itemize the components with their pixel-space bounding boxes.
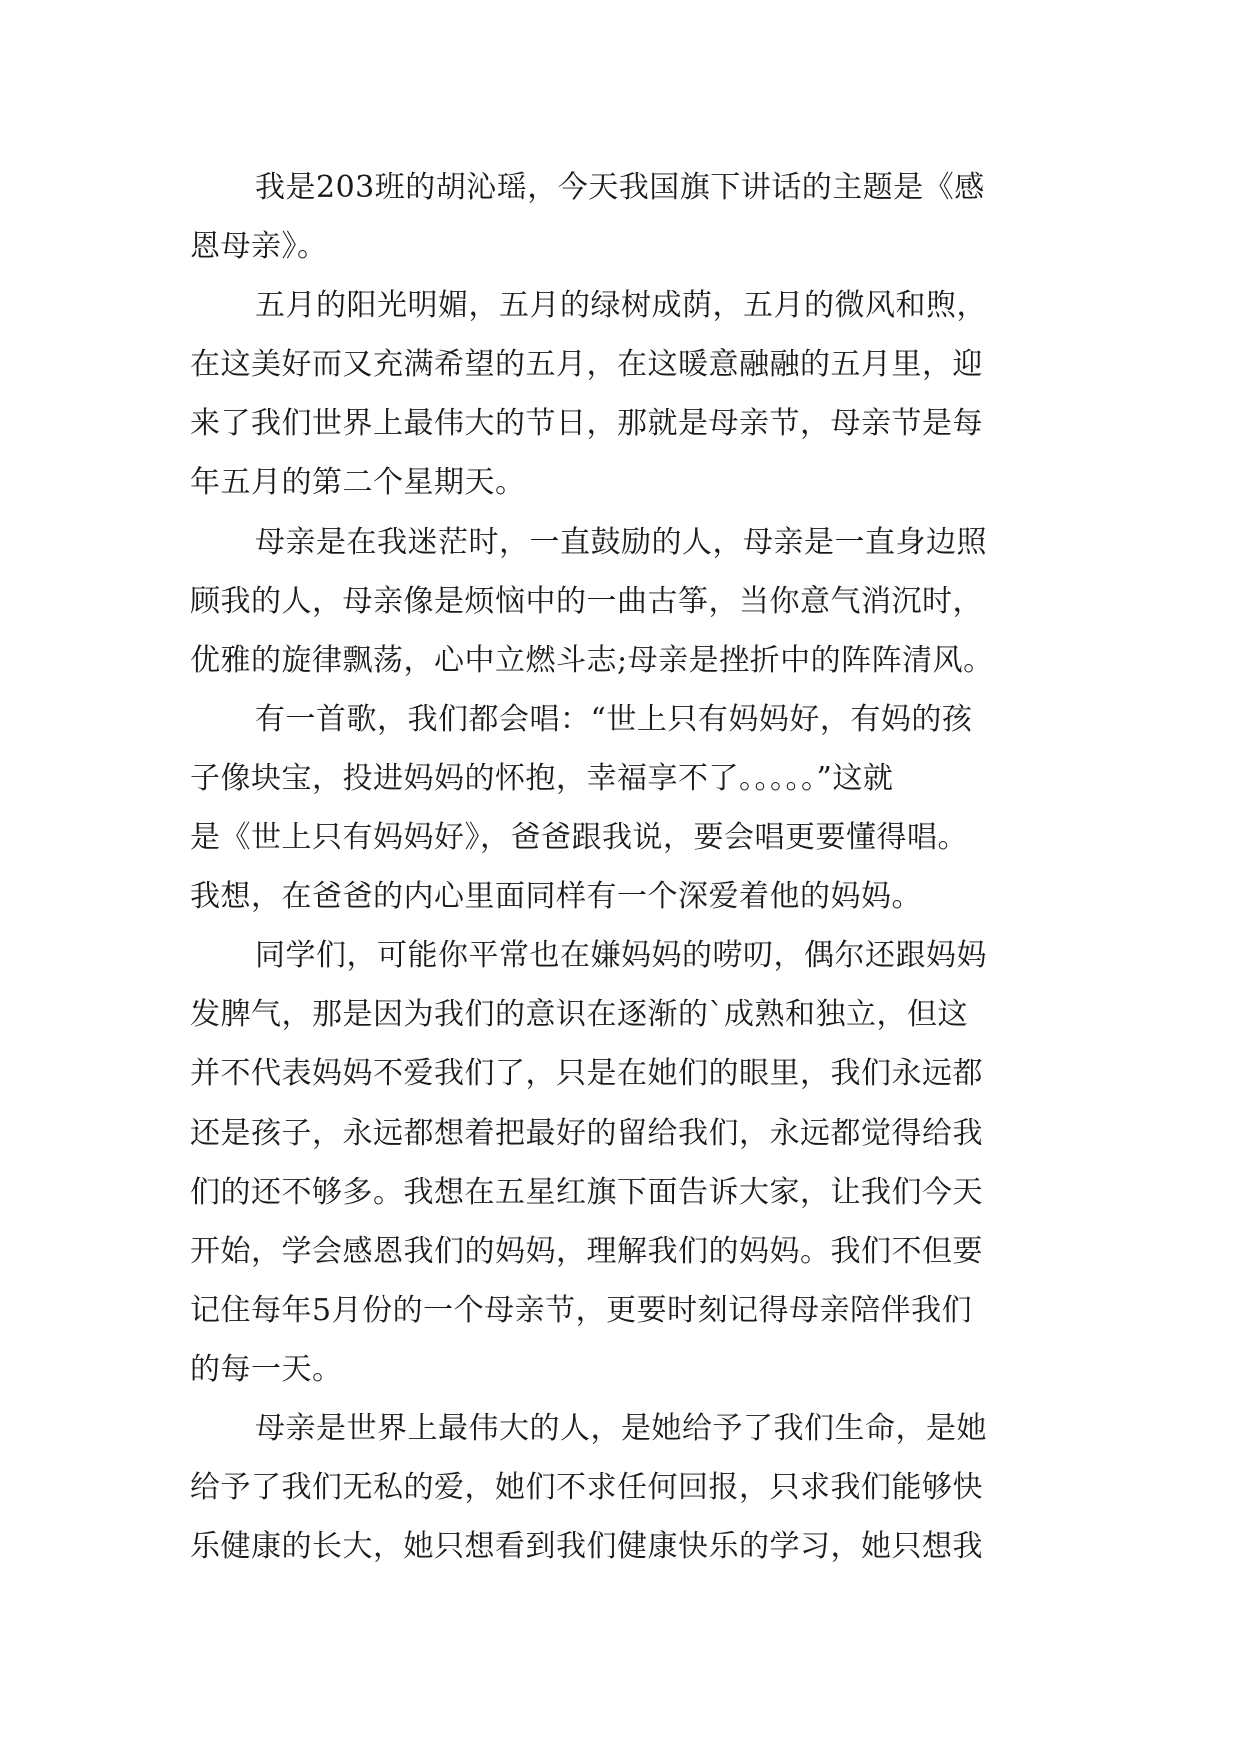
text-line: 记住每年5月份的一个母亲节，更要时刻记得母亲陪伴我们 [190,1292,973,1328]
text-line: 优雅的旋律飘荡，心中立燃斗志;母亲是挫折中的阵阵清风。 [190,642,994,678]
text-line: 母亲是世界上最伟大的人，是她给予了我们生命，是她 [255,1410,987,1446]
text-line: 的每一天。 [190,1351,343,1387]
text-line: 有一首歌，我们都会唱：“世上只有妈妈好，有妈的孩 [255,701,973,737]
text-line: 们的还不够多。我想在五星红旗下面告诉大家，让我们今天 [190,1174,983,1210]
text-line: 还是孩子，永远都想着把最好的留给我们，永远都觉得给我 [190,1115,983,1151]
paragraph [190,926,1050,1399]
text-line: 乐健康的长大，她只想看到我们健康快乐的学习，她只想我 [190,1529,983,1565]
text-line: 发脾气，那是因为我们的意识在逐渐的`成熟和独立，但这 [190,997,968,1033]
text-line: 给予了我们无私的爱，她们不求任何回报，只求我们能够快 [190,1470,983,1506]
text-line: 在这美好而又充满希望的五月，在这暖意融融的五月里，迎 [190,347,983,383]
text-line: 子像块宝，投进妈妈的怀抱，幸福享不了。。。。。”这就 [190,760,894,796]
text-line: 并不代表妈妈不爱我们了，只是在她们的眼里，我们永远都 [190,1056,983,1092]
text-line: 同学们，可能你平常也在嫌妈妈的唠叨，偶尔还跟妈妈 [255,938,987,974]
text-line: 来了我们世界上最伟大的节日，那就是母亲节，母亲节是每 [190,406,983,442]
text-line: 五月的阳光明媚，五月的绿树成荫，五月的微风和煦， [255,288,987,324]
paragraph [190,690,1050,926]
text-line: 年五月的第二个星期天。 [190,465,526,501]
text-line: 我是203班的胡沁瑶，今天我国旗下讲话的主题是《感 [255,170,985,205]
paragraph [190,276,1050,512]
paragraph [190,1399,1050,1576]
text-line: 顾我的人，母亲像是烦恼中的一曲古筝，当你意气消沉时， [190,583,983,619]
text-line: 我想，在爸爸的内心里面同样有一个深爱着他的妈妈。 [190,879,922,915]
text-line: 开始，学会感恩我们的妈妈，理解我们的妈妈。我们不但要 [190,1233,983,1269]
paragraph [190,158,1050,276]
text-line: 是《世上只有妈妈好》，爸爸跟我说，要会唱更要懂得唱。 [190,820,968,856]
text-line: 母亲是在我迷茫时，一直鼓励的人，母亲是一直身边照 [255,524,987,560]
paragraph [190,513,1050,690]
document-body [190,158,1050,1576]
text-line: 恩母亲》。 [190,229,328,265]
